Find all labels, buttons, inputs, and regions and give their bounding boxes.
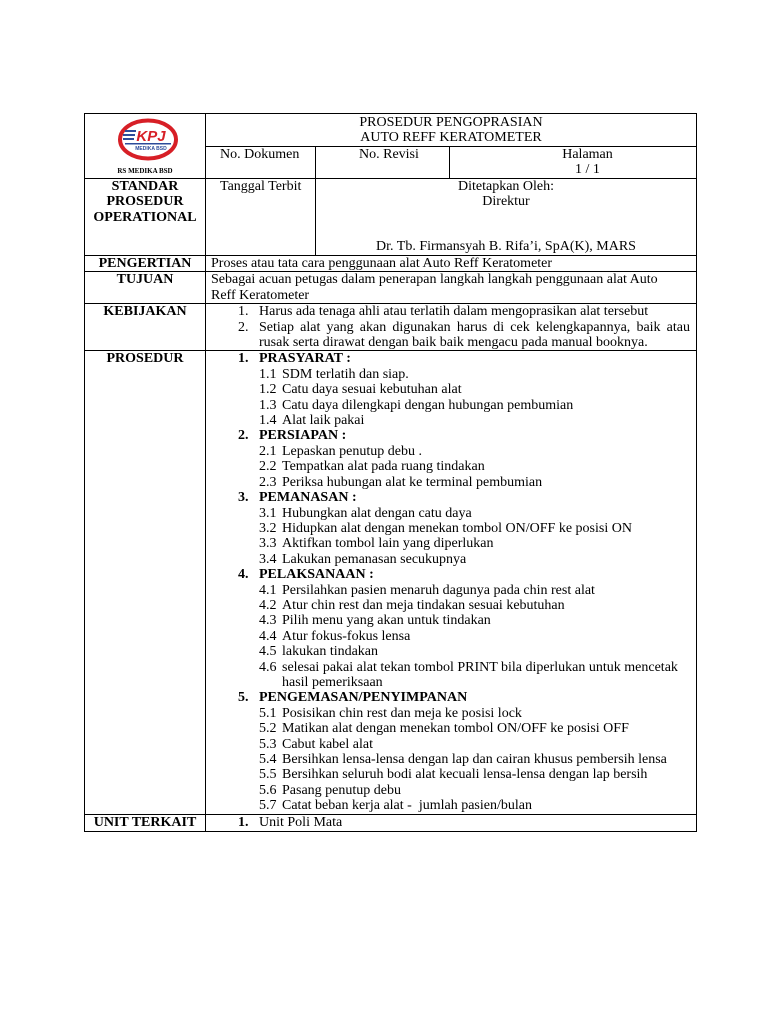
procedure-substep [259, 521, 690, 536]
procedure-substep [259, 737, 690, 752]
kebijakan-item [238, 320, 690, 351]
step-number: 5. [238, 690, 249, 706]
substep-text: Matikan alat dengan menekan tombol ON/OFF ke posisi OFF [282, 721, 629, 737]
document-title-line2: AUTO REFF KERATOMETER [360, 130, 542, 146]
substep-number: 5.3 [259, 736, 277, 752]
document-title-cell [206, 114, 697, 147]
procedure-substep [259, 475, 690, 490]
step-number: 1. [238, 351, 249, 367]
kebijakan-item-number: 2. [238, 319, 249, 335]
substep-text: SDM terlatih dan siap. [282, 366, 409, 382]
substep-text: Hidupkan alat dengan menekan tombol ON/OFF ke posisi ON [282, 520, 632, 536]
logo-stripe [125, 130, 136, 132]
step-body [259, 490, 690, 567]
prosedur-row [85, 351, 697, 814]
section-label-unit-terkait: UNIT TERKAIT [85, 814, 206, 831]
approved-by-label: Ditetapkan Oleh: [457, 178, 555, 194]
page-value: 1 / 1 [575, 162, 600, 178]
substep-number: 1.3 [259, 397, 277, 413]
step-body [259, 428, 690, 490]
sop-table [84, 113, 697, 832]
step-title: PRASYARAT : [259, 351, 351, 367]
substep-number: 3.3 [259, 536, 277, 552]
issue-date-label: Tanggal Terbit [220, 178, 302, 194]
pengertian-cell [206, 255, 697, 271]
procedure-substep [259, 721, 690, 736]
substep-number: 3.4 [259, 551, 277, 567]
kebijakan-item-text: Harus ada tenaga ahli atau terlatih dalam mengoprasikan alat tersebut [259, 304, 649, 320]
approver-name: Dr. Tb. Firmansyah B. Rifa’i, SpA(K), MARS [376, 238, 636, 254]
unit-terkait-item [238, 815, 690, 830]
substep-text: Pasang penutup debu [282, 782, 401, 798]
substep-text: Hubungkan alat dengan catu daya [282, 505, 472, 521]
substep-number: 2.2 [259, 459, 277, 475]
step-number: 3. [238, 490, 249, 506]
section-label-pengertian: PENGERTIAN [85, 255, 206, 271]
kebijakan-item-number: 1. [238, 304, 249, 320]
hospital-logo [117, 118, 179, 161]
procedure-substep [259, 613, 690, 628]
hospital-name: RS MEDIKA BSD [117, 167, 173, 175]
substep-number: 4.3 [259, 613, 277, 629]
procedure-substep [259, 798, 690, 813]
procedure-substep [259, 459, 690, 474]
substep-number: 5.1 [259, 705, 277, 721]
substep-number: 3.1 [259, 505, 277, 521]
procedure-step [238, 567, 690, 690]
kebijakan-item-text: Setiap alat yang akan digunakan harus di cek kelengkapannya, baik atau rusak serta dirawat dengan baik baik mengacu pada manual booknya. [259, 319, 690, 351]
step-body [259, 690, 690, 813]
substep-text: Persilahkan pasien menaruh dagunya pada chin rest alat [282, 582, 595, 598]
document-title-line1: PROSEDUR PENGOPRASIAN [359, 115, 543, 130]
procedure-substep [259, 598, 690, 613]
substep-number: 4.6 [259, 659, 277, 675]
step-title: PELAKSANAAN : [259, 567, 374, 583]
substep-text: Posisikan chin rest dan meja ke posisi lock [282, 705, 522, 721]
substep-text: Cabut kabel alat [282, 736, 373, 752]
procedure-step [238, 351, 690, 428]
substep-number: 5.6 [259, 782, 277, 798]
substep-text: Catu daya dilengkapi dengan hubungan pembumian [282, 397, 574, 413]
tujuan-row [85, 272, 697, 304]
substep-text: Lepaskan penutup debu . [282, 443, 422, 459]
header-row [85, 114, 697, 147]
step-title: PENGEMASAN/PENYIMPANAN [259, 690, 468, 706]
procedure-substep [259, 767, 690, 782]
approval-row [85, 178, 697, 255]
procedure-substep [259, 536, 690, 551]
issue-date-cell [206, 178, 316, 255]
revision-cell [316, 147, 450, 179]
substep-text: Periksa hubungan alat ke terminal pembumian [282, 474, 543, 490]
logo-cell [85, 114, 206, 179]
substep-text: Tempatkan alat pada ruang tindakan [282, 459, 485, 475]
procedure-step [238, 490, 690, 567]
substep-text: selesai pakai alat tekan tombol PRINT bila diperlukan untuk mencetak hasil pemeriksaan [282, 659, 682, 690]
procedure-substep [259, 660, 690, 691]
substep-text: Alat laik pakai [282, 413, 365, 429]
step-body [259, 351, 690, 428]
kebijakan-item [238, 304, 690, 319]
section-label-kebijakan: KEBIJAKAN [85, 304, 206, 351]
step-title: PERSIAPAN : [259, 428, 347, 444]
step-body [259, 567, 690, 690]
section-label-prosedur: PROSEDUR [85, 351, 206, 814]
kebijakan-row [85, 304, 697, 351]
approver-title: Direktur [482, 194, 530, 210]
unit-terkait-text: Unit Poli Mata [259, 814, 343, 830]
substep-number: 5.2 [259, 721, 277, 737]
unit-terkait-row [85, 814, 697, 831]
substep-number: 3.2 [259, 520, 277, 536]
procedure-substep [259, 583, 690, 598]
logo-mark-text: KPJ [136, 128, 166, 145]
sop-label: STANDAR PROSEDUR OPERATIONAL [85, 178, 206, 255]
step-number: 2. [238, 428, 249, 444]
kebijakan-list [206, 304, 697, 351]
substep-text: Atur fokus-fokus lensa [282, 628, 411, 644]
step-title: PEMANASAN : [259, 490, 357, 506]
substep-text: Bersihkan lensa-lensa dengan lap dan cairan khusus pembersih lensa [282, 752, 667, 767]
logo-stripe [123, 134, 135, 136]
procedure-substep [259, 506, 690, 521]
approval-cell [316, 178, 697, 255]
pengertian-row [85, 255, 697, 271]
substep-text: Bersihkan seluruh bodi alat kecuali lensa-lensa dengan lap bersih [282, 767, 648, 783]
substep-number: 4.5 [259, 644, 277, 660]
unit-terkait-list [206, 814, 697, 831]
substep-text: Aktifkan tombol lain yang diperlukan [282, 536, 494, 552]
page-label: Halaman [562, 147, 613, 162]
substep-number: 2.3 [259, 474, 277, 490]
substep-text: Catu daya sesuai kebutuhan alat [282, 382, 462, 398]
doc-number-label: No. Dokumen [220, 147, 300, 162]
procedure-substep [259, 706, 690, 721]
procedure-substep [259, 413, 690, 428]
substep-number: 5.4 [259, 752, 277, 767]
procedure-substep [259, 552, 690, 567]
procedure-substep [259, 629, 690, 644]
procedure-step [238, 428, 690, 490]
page-cell [450, 147, 697, 179]
substep-number: 1.1 [259, 366, 277, 382]
substep-text: Pilih menu yang akan untuk tindakan [282, 613, 491, 629]
substep-text: lakukan tindakan [282, 644, 379, 660]
substep-number: 5.7 [259, 798, 277, 814]
substep-text: Catat beban kerja alat - jumlah pasien/bulan [282, 798, 532, 814]
procedure-substep [259, 644, 690, 659]
procedure-substep [259, 382, 690, 397]
logo-stripe [123, 138, 134, 140]
procedure-substep [259, 398, 690, 413]
step-number: 4. [238, 567, 249, 583]
substep-number: 1.2 [259, 382, 277, 398]
substep-number: 4.2 [259, 597, 277, 613]
procedure-list [206, 351, 697, 814]
substep-number: 4.4 [259, 628, 277, 644]
pengertian-text: Proses atau tata cara penggunaan alat Auto Reff Keratometer [211, 255, 553, 271]
procedure-substep [259, 783, 690, 798]
substep-number: 4.1 [259, 582, 277, 598]
procedure-step [238, 690, 690, 813]
substep-text: Lakukan pemanasan secukupnya [282, 551, 467, 567]
unit-terkait-number: 1. [238, 814, 249, 830]
doc-number-cell [206, 147, 316, 179]
substep-text: Atur chin rest dan meja tindakan sesuai kebutuhan [282, 597, 565, 613]
tujuan-text: Sebagai acuan petugas dalam penerapan langkah langkah penggunaan alat Auto Reff Keratometer [211, 272, 658, 303]
revision-label: No. Revisi [359, 147, 419, 162]
section-label-tujuan: TUJUAN [85, 272, 206, 304]
procedure-substep [259, 444, 690, 459]
substep-number: 1.4 [259, 413, 277, 429]
substep-number: 5.5 [259, 767, 277, 783]
logo-subtext: MEDIKA BSD [135, 146, 167, 152]
procedure-substep [259, 367, 690, 382]
substep-number: 2.1 [259, 443, 277, 459]
tujuan-cell [206, 272, 697, 304]
procedure-substep [259, 752, 690, 767]
